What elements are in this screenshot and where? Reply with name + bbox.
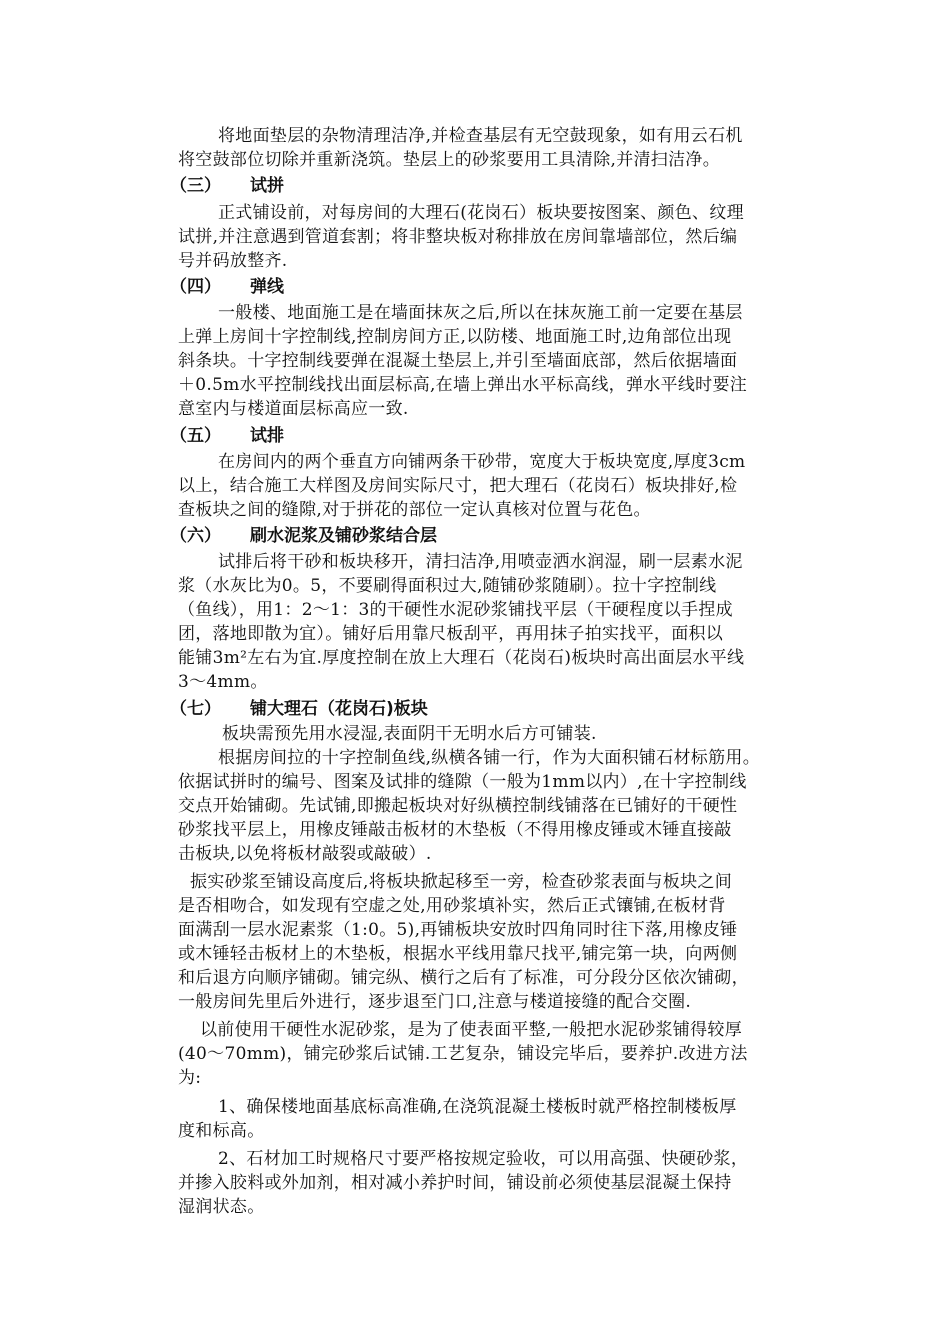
- section-heading: [170, 275, 570, 299]
- paragraph-line: 一般房间先里后外进行，逐步退至门口,注意与楼道接缝的配合交圈.: [178, 992, 692, 1012]
- paragraph-line: 根据房间拉的十字控制鱼线,纵横各铺一行，作为大面积铺石材标筋用。: [218, 748, 761, 768]
- paragraph-line: 试排后将干砂和板块移开，清扫洁净,用喷壶洒水润湿，刷一层素水泥: [218, 552, 743, 572]
- paragraph-line: 湿润状态。: [178, 1197, 265, 1217]
- paragraph-line: 面满刮一层水泥素浆（1:0。5),再铺板块安放时四角同时往下落,用橡皮锤: [178, 920, 738, 940]
- paragraph-line: 号并码放整齐.: [178, 251, 288, 271]
- section-number: （三）: [170, 176, 221, 196]
- section-title: 刷水泥浆及铺砂浆结合层: [250, 526, 437, 546]
- paragraph-line: 振实砂浆至铺设高度后,将板块掀起移至一旁，检查砂浆表面与板块之间: [190, 872, 733, 892]
- paragraph-line: 试拼,并注意遇到管道套割；将非整块板对称排放在房间靠墙部位，然后编: [178, 227, 738, 247]
- paragraph-line: 以前使用干硬性水泥砂浆，是为了使表面平整,一般把水泥砂浆铺得较厚: [200, 1020, 743, 1040]
- paragraph-line: 2、石材加工时规格尺寸要严格按规定验收，可以用高强、快硬砂浆，: [218, 1149, 749, 1169]
- paragraph-line: 查板块之间的缝隙,对于拼花的部位一定认真核对位置与花色。: [178, 500, 651, 520]
- paragraph-line: 1、确保楼地面基底标高准确,在浇筑混凝土楼板时就严格控制楼板厚: [218, 1097, 737, 1117]
- paragraph-line: 在房间内的两个垂直方向铺两条干砂带，宽度大于板块宽度,厚度3cm: [218, 452, 746, 472]
- paragraph-line: 团，落地即散为宜）。铺好后用靠尺板刮平，再用抹子拍实找平，面积以: [178, 624, 724, 644]
- paragraph-line: 将空鼓部位切除并重新浇筑。垫层上的砂浆要用工具清除,并清扫洁净。: [178, 150, 721, 170]
- section-heading: [170, 174, 570, 198]
- paragraph-line: 砂浆找平层上，用橡皮锤敲击板材的木垫板（不得用橡皮锤或木锤直接敲: [178, 820, 732, 840]
- paragraph-line: 和后退方向顺序铺砌。铺完纵、横行之后有了标准，可分段分区依次铺砌，: [178, 968, 749, 988]
- paragraph-line: 或木锤轻击板材上的木垫板，根据水平线用靠尺找平,铺完第一块，向两侧: [178, 944, 738, 964]
- paragraph-line: 交点开始铺砌。先试铺,即搬起板块对好纵横控制线铺落在已铺好的干硬性: [178, 796, 738, 816]
- section-heading: [170, 697, 570, 721]
- paragraph-line: 是否相吻合，如发现有空虚之处,用砂浆填补实，然后正式镶铺,在板材背: [178, 896, 726, 916]
- paragraph-line: 度和标高。: [178, 1121, 265, 1141]
- section-heading: [170, 424, 570, 448]
- section-number: （七）: [170, 699, 221, 719]
- paragraph-line: 击板块,以免将板材敲裂或敲破）.: [178, 844, 432, 864]
- paragraph-line: 正式铺设前，对每房间的大理石(花岗石）板块要按图案、颜色、纹理: [218, 203, 744, 223]
- section-heading: [170, 524, 570, 548]
- section-number: （六）: [170, 526, 221, 546]
- section-title: 铺大理石（花岗石)板块: [250, 699, 428, 719]
- section-number: （五）: [170, 426, 221, 446]
- paragraph-line: ＋0.5m水平控制线找出面层标高,在墙上弹出水平标高线，弹水平线时要注: [178, 375, 748, 395]
- section-number: （四）: [170, 277, 221, 297]
- paragraph-line: 浆（水灰比为0。5，不要刷得面积过大,随铺砂浆随刷）。拉十字控制线: [178, 576, 717, 596]
- paragraph-line: 并掺入胶料或外加剂，相对减小养护时间，铺设前必须使基层混凝土保持: [178, 1173, 732, 1193]
- paragraph-line: 一般楼、地面施工是在墙面抹灰之后,所以在抹灰施工前一定要在基层: [218, 303, 743, 323]
- section-title: 试拼: [250, 176, 284, 196]
- paragraph-line: 板块需预先用水浸湿,表面阴干无明水后方可铺装.: [222, 724, 597, 744]
- paragraph-line: 3～4mm。: [178, 672, 268, 692]
- paragraph-line: （鱼线），用1：2～1：3的干硬性水泥砂浆铺找平层（干硬程度以手捏成: [178, 600, 733, 620]
- paragraph-line: 依据试拼时的编号、图案及试排的缝隙（一般为1mm以内）,在十字控制线: [178, 772, 747, 792]
- paragraph-line: 斜条块。十字控制线要弹在混凝土垫层上,并引至墙面底部，然后依据墙面: [178, 351, 738, 371]
- section-title: 弹线: [250, 277, 284, 297]
- paragraph-line: 上弹上房间十字控制线,控制房间方正,以防楼、地面施工时,边角部位出现: [178, 327, 732, 347]
- paragraph-line: 以上，结合施工大样图及房间实际尺寸，把大理石（花岗石）板块排好,检: [178, 476, 738, 496]
- paragraph-line: 将地面垫层的杂物清理洁净,并检查基层有无空鼓现象，如有用云石机: [218, 126, 743, 146]
- paragraph-line: 能铺3m²左右为宜.厚度控制在放上大理石（花岗石)板块时高出面层水平线: [178, 648, 745, 668]
- paragraph-line: 意室内与楼道面层标高应一致.: [178, 399, 409, 419]
- paragraph-line: (40～70mm)，铺完砂浆后试铺.工艺复杂，铺设完毕后，要养护.改进方法: [178, 1044, 748, 1064]
- paragraph-line: 为:: [178, 1068, 202, 1088]
- section-title: 试排: [250, 426, 284, 446]
